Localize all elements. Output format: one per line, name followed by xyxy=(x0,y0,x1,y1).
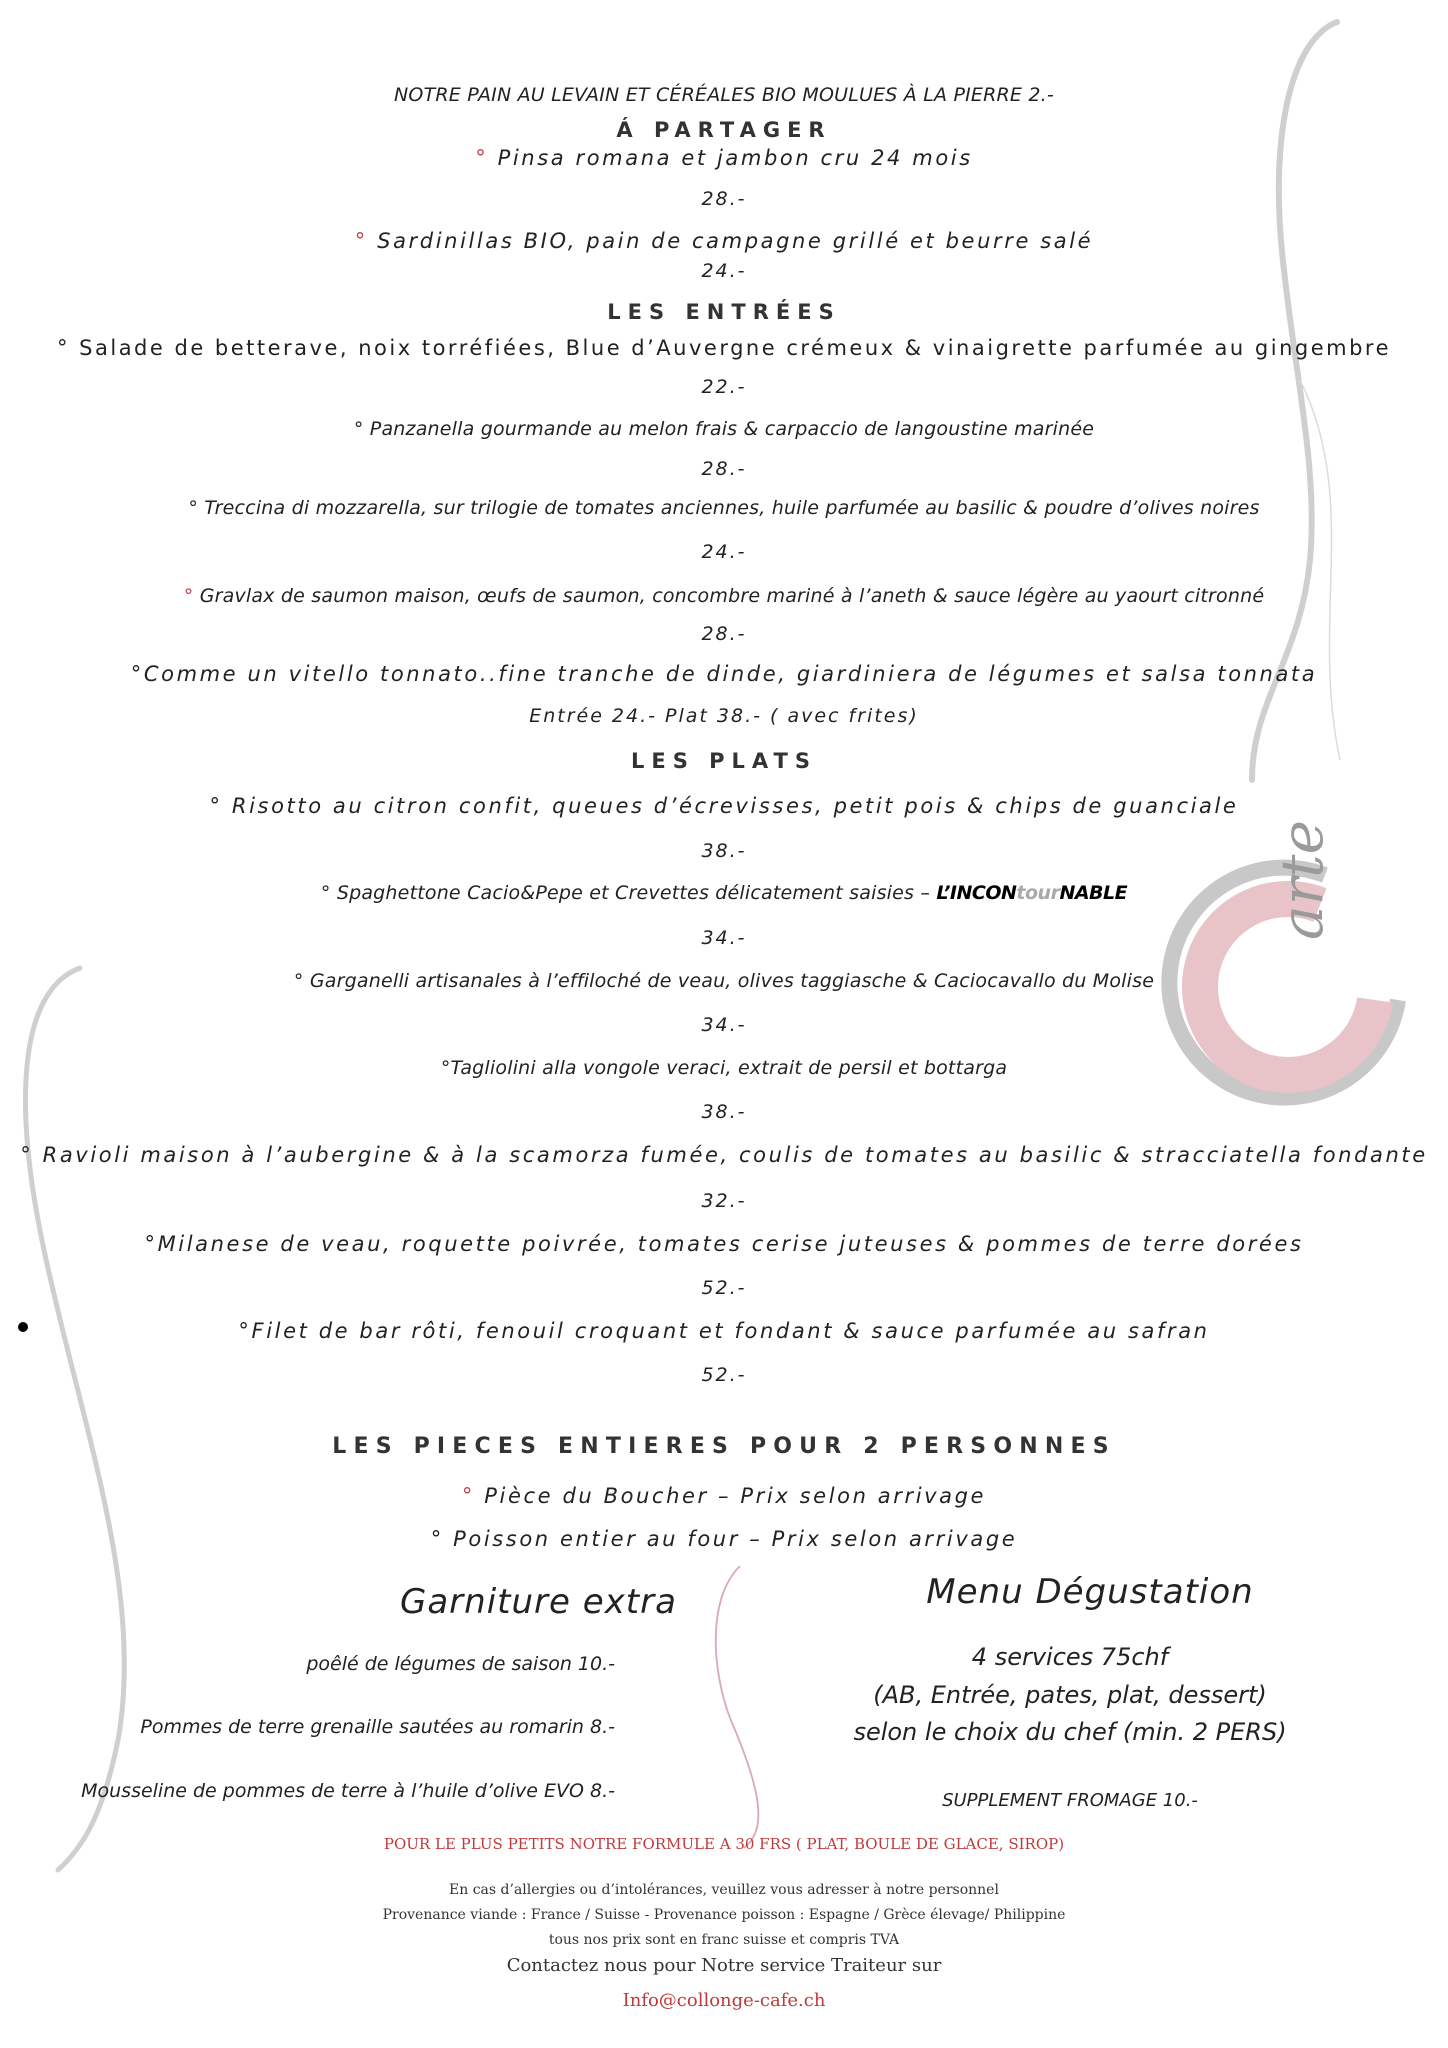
menu-item xyxy=(0,970,1448,992)
degree-bullet: ° xyxy=(430,1527,444,1551)
menu-item xyxy=(0,1057,1448,1079)
item-name: Spaghettone Cacio&Pepe et Crevettes délicatement saisies – xyxy=(336,882,931,904)
item-name: Panzanella gourmande au melon frais & carpaccio de langoustine marinée xyxy=(369,418,1095,440)
degustation-title: Menu Dégustation xyxy=(926,1572,1254,1612)
item-name: Pièce du Boucher – Prix selon arrivage xyxy=(484,1484,987,1508)
item-price: 24.- xyxy=(701,260,747,282)
degree-bullet: ° xyxy=(130,662,144,686)
item-price: 38.- xyxy=(701,1101,747,1123)
degree-bullet: ° xyxy=(320,882,331,904)
menu-item xyxy=(0,794,1448,818)
section-title-plats: LES PLATS xyxy=(630,749,817,773)
item-price: 28.- xyxy=(701,188,747,210)
degree-bullet: ° xyxy=(293,970,304,992)
kids-formula: POUR LE PLUS PETITS NOTRE FORMULE A 30 FRS ( PLAT, BOULE DE GLACE, SIROP) xyxy=(383,1835,1065,1853)
degree-bullet: ° xyxy=(440,1057,451,1079)
brand-nable: NABLE xyxy=(1059,882,1128,904)
degree-bullet: ° xyxy=(188,497,199,519)
garniture-title: Garniture extra xyxy=(400,1582,677,1622)
degustation-line: (AB, Entrée, pates, plat, dessert) xyxy=(873,1681,1267,1709)
item-price: 52.- xyxy=(701,1277,747,1299)
logo-text: arte xyxy=(1268,820,1336,940)
garniture-item: poêlé de légumes de saison 10.- xyxy=(306,1653,615,1675)
menu-item xyxy=(0,336,1448,360)
menu-item xyxy=(0,229,1448,253)
tva-note: tous nos prix sont en franc suisse et compris TVA xyxy=(548,1932,900,1948)
menu-item xyxy=(0,497,1448,519)
center-thin-swirl xyxy=(716,1566,759,1848)
item-price: 32.- xyxy=(701,1190,747,1212)
menu-item xyxy=(0,882,1448,904)
origin-note: Provenance viande : France / Suisse - Provenance poisson : Espagne / Grèce élevage/ Philippine xyxy=(382,1907,1066,1923)
item-price: 38.- xyxy=(701,840,747,862)
garniture-item: Mousseline de pommes de terre à l’huile d’olive EVO 8.- xyxy=(81,1780,615,1802)
item-name: Treccina di mozzarella, sur trilogie de tomates anciennes, huile parfumée au basilic & poudre d’olives noires xyxy=(204,497,1260,519)
degree-bullet: ° xyxy=(209,794,223,818)
contact-email-link[interactable]: Info@collonge-cafe.ch xyxy=(622,1990,826,2011)
item-name: Pinsa romana et jambon cru 24 mois xyxy=(497,146,973,170)
bread-line: NOTRE PAIN AU LEVAIN ET CÉRÉALES BIO MOULUES À LA PIERRE 2.- xyxy=(394,84,1054,106)
menu-item xyxy=(0,1484,1448,1508)
menu-item xyxy=(0,585,1448,607)
degree-bullet: ° xyxy=(354,229,368,253)
menu-item xyxy=(0,146,1448,170)
item-price: 24.- xyxy=(701,541,747,563)
brand-tour: tour xyxy=(1016,882,1060,904)
degree-bullet: ° xyxy=(461,1484,476,1508)
menu-item xyxy=(0,1232,1448,1256)
garniture-item: Pommes de terre grenaille sautées au romarin 8.- xyxy=(140,1716,615,1738)
menu-item xyxy=(0,662,1448,686)
degustation-line: 4 services 75chf xyxy=(971,1643,1169,1671)
item-name: Gravlax de saumon maison, œufs de saumon, concombre mariné à l’aneth & sauce légère au yaourt citronné xyxy=(199,585,1265,607)
item-price: Entrée 24.- Plat 38.- ( avec frites) xyxy=(529,705,919,727)
item-name: Sardinillas BIO, pain de campagne grillé et beurre salé xyxy=(377,229,1094,253)
section-title-a-partager: Á PARTAGER xyxy=(616,118,832,142)
item-price: 28.- xyxy=(701,458,747,480)
item-name: Poisson entier au four – Prix selon arrivage xyxy=(453,1527,1018,1551)
supplement-fromage: SUPPLEMENT FROMAGE 10.- xyxy=(942,1790,1198,1811)
menu-item xyxy=(0,1527,1448,1551)
item-name: Ravioli maison à l’aubergine & à la scamorza fumée, coulis de tomates au basilic & stracciatella fondante xyxy=(42,1143,1428,1167)
allergy-note: En cas d’allergies ou d’intolérances, veuillez vous adresser à notre personnel xyxy=(449,1882,999,1898)
degree-bullet: ° xyxy=(353,418,364,440)
menu-item xyxy=(0,1319,1448,1343)
item-name: Risotto au citron confit, queues d’écrevisses, petit pois & chips de guanciale xyxy=(231,794,1239,818)
item-name: Salade de betterave, noix torréfiées, Blue d’Auvergne crémeux & vinaigrette parfumée au gingembre xyxy=(79,336,1392,360)
section-title-entrees: LES ENTRÉES xyxy=(607,300,841,324)
degree-bullet: ° xyxy=(238,1319,252,1343)
degree-bullet: ° xyxy=(475,146,489,170)
item-name: Comme un vitello tonnato..fine tranche de dinde, giardiniera de légumes et salsa tonnata xyxy=(143,662,1318,686)
menu-item xyxy=(0,418,1448,440)
item-name: Tagliolini alla vongole veraci, extrait de persil et bottarga xyxy=(450,1057,1008,1079)
degree-bullet: ° xyxy=(183,585,194,607)
contact-line: Contactez nous pour Notre service Traiteur sur xyxy=(506,1955,942,1976)
item-price: 52.- xyxy=(701,1364,747,1386)
degree-bullet: ° xyxy=(144,1232,158,1256)
item-price: 28.- xyxy=(701,623,747,645)
brand-incon: L’INCON xyxy=(936,882,1017,904)
item-name: Garganelli artisanales à l’effiloché de veau, olives taggiasche & Caciocavallo du Molise xyxy=(309,970,1155,992)
section-title-pieces: LES PIECES ENTIERES POUR 2 PERSONNES xyxy=(332,1434,1116,1459)
degree-bullet: ° xyxy=(20,1143,34,1167)
item-price: 34.- xyxy=(701,1014,747,1036)
degustation-line: selon le choix du chef (min. 2 PERS) xyxy=(853,1718,1287,1746)
degree-bullet: ° xyxy=(56,336,70,360)
item-name: Milanese de veau, roquette poivrée, tomates cerise juteuses & pommes de terre dorées xyxy=(157,1232,1304,1256)
item-name: Filet de bar rôti, fenouil croquant et fondant & sauce parfumée au safran xyxy=(251,1319,1210,1343)
menu-item xyxy=(0,1143,1448,1167)
item-price: 34.- xyxy=(701,927,747,949)
item-price: 22.- xyxy=(701,376,747,398)
